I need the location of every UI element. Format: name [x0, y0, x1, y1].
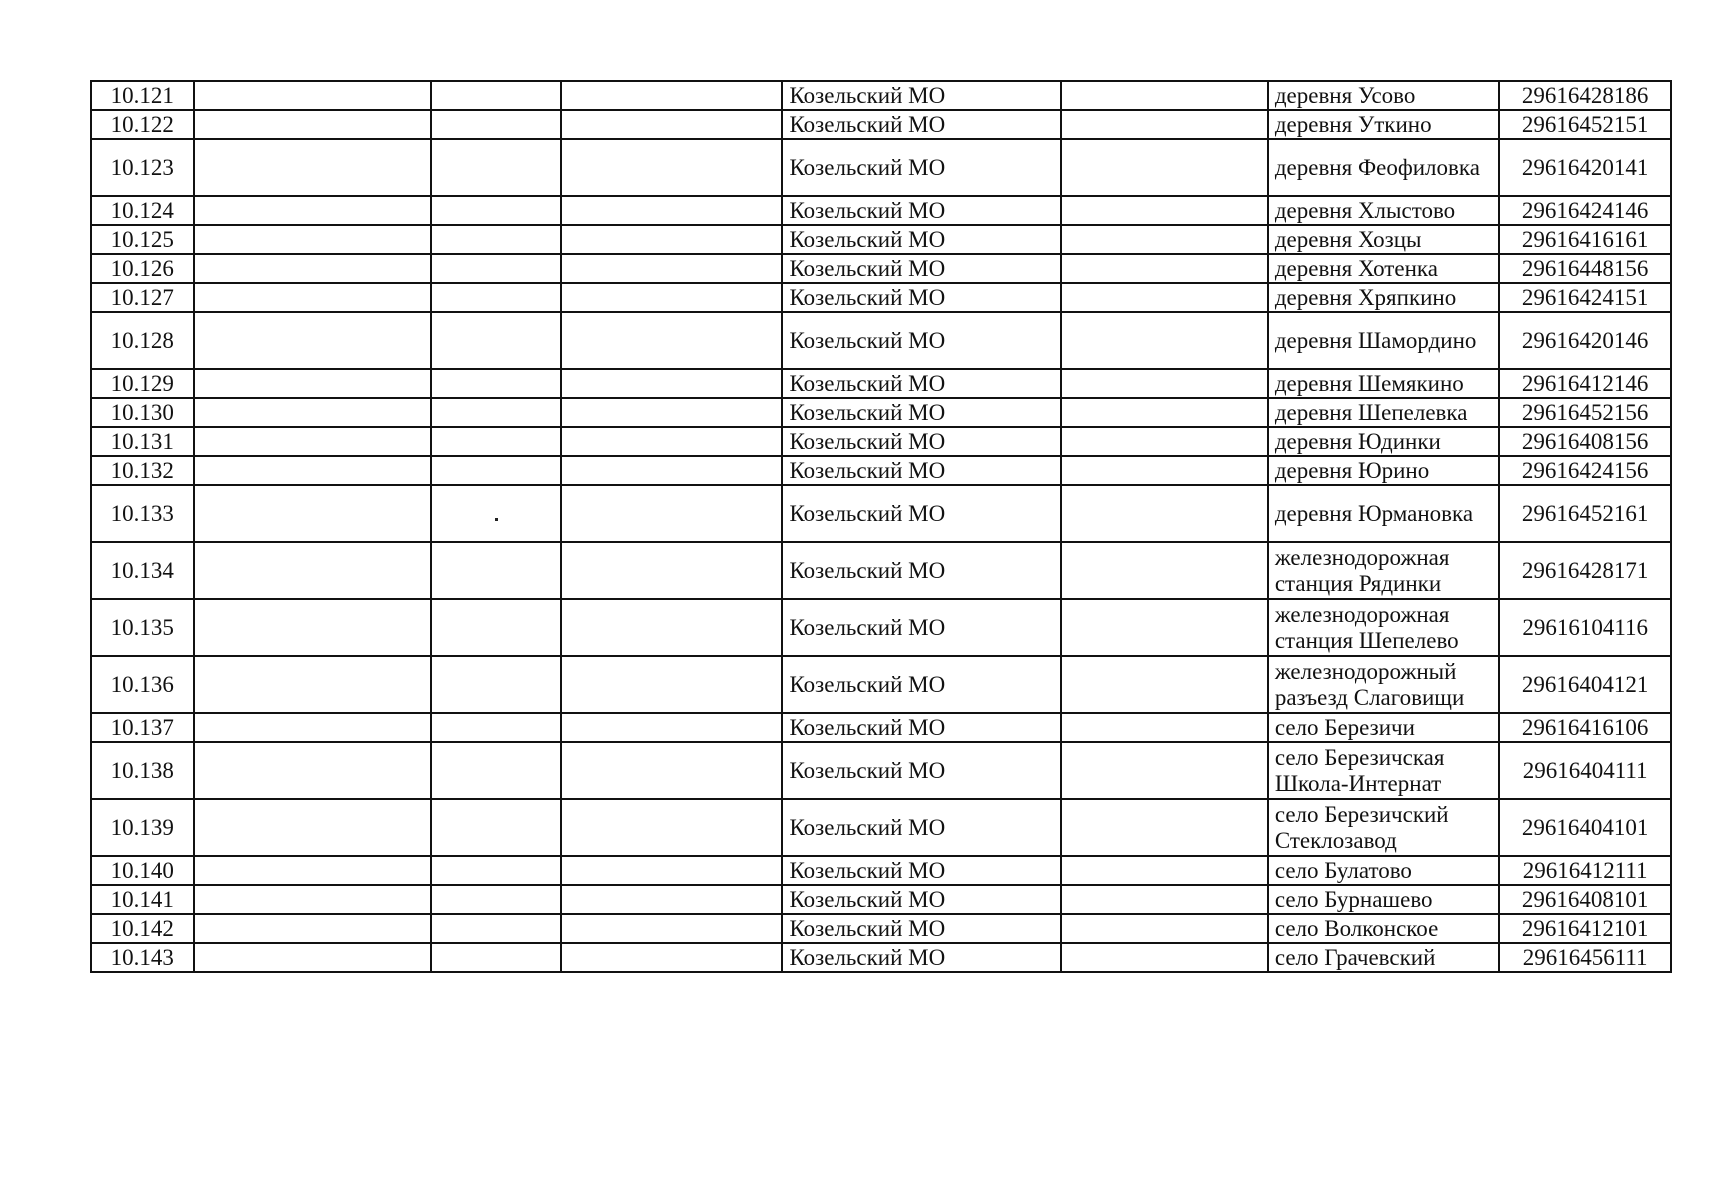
- empty-cell: [194, 369, 432, 398]
- empty-cell: [194, 110, 432, 139]
- municipality-cell: Козельский МО: [782, 427, 1060, 456]
- empty-cell: [561, 225, 782, 254]
- row-number-cell: 10.131: [91, 427, 194, 456]
- table-row: [91, 485, 1671, 542]
- settlement-name-cell: село Волконское: [1268, 914, 1500, 943]
- table-row: [91, 713, 1671, 742]
- empty-cell: [561, 885, 782, 914]
- settlement-name-cell: деревня Юрино: [1268, 456, 1500, 485]
- empty-cell: [1061, 599, 1268, 656]
- table-row: [91, 81, 1671, 110]
- empty-cell: [561, 139, 782, 196]
- empty-cell: [431, 456, 561, 485]
- municipality-cell: Козельский МО: [782, 914, 1060, 943]
- empty-cell: [194, 456, 432, 485]
- empty-cell: [194, 139, 432, 196]
- row-number-cell: 10.140: [91, 856, 194, 885]
- empty-cell: [1061, 369, 1268, 398]
- empty-cell: [561, 254, 782, 283]
- table-row: [91, 885, 1671, 914]
- empty-cell: [561, 943, 782, 972]
- settlement-name-cell: село Березичская Школа-Интернат: [1268, 742, 1500, 799]
- settlement-name-cell: село Грачевский: [1268, 943, 1500, 972]
- settlement-name-cell: село Булатово: [1268, 856, 1500, 885]
- empty-cell: [1061, 713, 1268, 742]
- table-row: [91, 542, 1671, 599]
- empty-cell: [431, 398, 561, 427]
- empty-cell: [194, 81, 432, 110]
- settlement-name-cell: деревня Феофиловка: [1268, 139, 1500, 196]
- empty-cell: [431, 485, 561, 542]
- empty-cell: [194, 856, 432, 885]
- empty-cell: [194, 742, 432, 799]
- table-row: [91, 254, 1671, 283]
- table-body: [91, 81, 1671, 972]
- empty-cell: [1061, 312, 1268, 369]
- settlement-name-cell: железнодорожный разъезд Слаговищи: [1268, 656, 1500, 713]
- municipality-cell: Козельский МО: [782, 196, 1060, 225]
- oktmo-code-cell: 29616412146: [1499, 369, 1671, 398]
- oktmo-code-cell: 29616420146: [1499, 312, 1671, 369]
- empty-cell: [561, 914, 782, 943]
- municipality-cell: Козельский МО: [782, 599, 1060, 656]
- table-row: [91, 456, 1671, 485]
- table-row: [91, 914, 1671, 943]
- empty-cell: [561, 110, 782, 139]
- settlement-name-cell: деревня Хотенка: [1268, 254, 1500, 283]
- empty-cell: [431, 110, 561, 139]
- empty-cell: [561, 713, 782, 742]
- table-row: [91, 225, 1671, 254]
- empty-cell: [194, 283, 432, 312]
- empty-cell: [561, 312, 782, 369]
- empty-cell: [1061, 398, 1268, 427]
- empty-cell: [1061, 110, 1268, 139]
- municipality-cell: Козельский МО: [782, 542, 1060, 599]
- empty-cell: [561, 856, 782, 885]
- oktmo-code-cell: 29616428186: [1499, 81, 1671, 110]
- row-number-cell: 10.123: [91, 139, 194, 196]
- empty-cell: [431, 742, 561, 799]
- empty-cell: [1061, 225, 1268, 254]
- empty-cell: [1061, 485, 1268, 542]
- table-row: [91, 599, 1671, 656]
- row-number-cell: 10.129: [91, 369, 194, 398]
- municipality-cell: Козельский МО: [782, 456, 1060, 485]
- oktmo-code-cell: 29616404121: [1499, 656, 1671, 713]
- oktmo-code-cell: 29616412101: [1499, 914, 1671, 943]
- empty-cell: [1061, 139, 1268, 196]
- settlement-name-cell: деревня Шамордино: [1268, 312, 1500, 369]
- row-number-cell: 10.135: [91, 599, 194, 656]
- empty-cell: [194, 656, 432, 713]
- empty-cell: [431, 283, 561, 312]
- table-row: [91, 742, 1671, 799]
- settlement-name-cell: железнодорожная станция Шепелево: [1268, 599, 1500, 656]
- municipality-cell: Козельский МО: [782, 742, 1060, 799]
- row-number-cell: 10.134: [91, 542, 194, 599]
- oktmo-code-cell: 29616404101: [1499, 799, 1671, 856]
- empty-cell: [194, 885, 432, 914]
- row-number-cell: 10.126: [91, 254, 194, 283]
- settlements-table: [90, 80, 1672, 973]
- row-number-cell: 10.122: [91, 110, 194, 139]
- row-number-cell: 10.128: [91, 312, 194, 369]
- empty-cell: [431, 943, 561, 972]
- oktmo-code-cell: 29616448156: [1499, 254, 1671, 283]
- row-number-cell: 10.141: [91, 885, 194, 914]
- row-number-cell: 10.139: [91, 799, 194, 856]
- empty-cell: [431, 139, 561, 196]
- empty-cell: [194, 225, 432, 254]
- row-number-cell: 10.133: [91, 485, 194, 542]
- oktmo-code-cell: 29616424146: [1499, 196, 1671, 225]
- municipality-cell: Козельский МО: [782, 943, 1060, 972]
- empty-cell: [431, 713, 561, 742]
- table-row: [91, 943, 1671, 972]
- row-number-cell: 10.132: [91, 456, 194, 485]
- empty-cell: [431, 656, 561, 713]
- municipality-cell: Козельский МО: [782, 885, 1060, 914]
- empty-cell: [431, 369, 561, 398]
- table-row: [91, 110, 1671, 139]
- empty-cell: [1061, 885, 1268, 914]
- municipality-cell: Козельский МО: [782, 856, 1060, 885]
- oktmo-code-cell: 29616452156: [1499, 398, 1671, 427]
- municipality-cell: Козельский МО: [782, 799, 1060, 856]
- empty-cell: [1061, 799, 1268, 856]
- settlement-name-cell: село Березичский Стеклозавод: [1268, 799, 1500, 856]
- empty-cell: [561, 599, 782, 656]
- row-number-cell: 10.138: [91, 742, 194, 799]
- oktmo-code-cell: 29616408156: [1499, 427, 1671, 456]
- municipality-cell: Козельский МО: [782, 225, 1060, 254]
- empty-cell: [431, 312, 561, 369]
- empty-cell: [561, 196, 782, 225]
- settlement-name-cell: деревня Шемякино: [1268, 369, 1500, 398]
- municipality-cell: Козельский МО: [782, 283, 1060, 312]
- empty-cell: [1061, 427, 1268, 456]
- oktmo-code-cell: 29616420141: [1499, 139, 1671, 196]
- oktmo-code-cell: 29616456111: [1499, 943, 1671, 972]
- table-row: [91, 398, 1671, 427]
- empty-cell: [194, 799, 432, 856]
- settlement-name-cell: деревня Усово: [1268, 81, 1500, 110]
- oktmo-code-cell: 29616416161: [1499, 225, 1671, 254]
- empty-cell: [431, 885, 561, 914]
- table-row: [91, 369, 1671, 398]
- empty-cell: [194, 254, 432, 283]
- speck-mark: [495, 518, 498, 521]
- table-row: [91, 856, 1671, 885]
- empty-cell: [1061, 943, 1268, 972]
- empty-cell: [561, 283, 782, 312]
- empty-cell: [194, 427, 432, 456]
- empty-cell: [194, 599, 432, 656]
- municipality-cell: Козельский МО: [782, 254, 1060, 283]
- municipality-cell: Козельский МО: [782, 312, 1060, 369]
- row-number-cell: 10.121: [91, 81, 194, 110]
- settlement-name-cell: деревня Юдинки: [1268, 427, 1500, 456]
- empty-cell: [561, 656, 782, 713]
- empty-cell: [1061, 81, 1268, 110]
- empty-cell: [561, 81, 782, 110]
- municipality-cell: Козельский МО: [782, 398, 1060, 427]
- empty-cell: [561, 742, 782, 799]
- empty-cell: [1061, 856, 1268, 885]
- table-row: [91, 656, 1671, 713]
- empty-cell: [1061, 742, 1268, 799]
- oktmo-code-cell: 29616428171: [1499, 542, 1671, 599]
- row-number-cell: 10.136: [91, 656, 194, 713]
- table-row: [91, 196, 1671, 225]
- row-number-cell: 10.142: [91, 914, 194, 943]
- oktmo-code-cell: 29616408101: [1499, 885, 1671, 914]
- empty-cell: [431, 542, 561, 599]
- settlement-name-cell: деревня Хозцы: [1268, 225, 1500, 254]
- empty-cell: [561, 427, 782, 456]
- empty-cell: [431, 196, 561, 225]
- empty-cell: [1061, 456, 1268, 485]
- empty-cell: [1061, 196, 1268, 225]
- empty-cell: [431, 799, 561, 856]
- municipality-cell: Козельский МО: [782, 656, 1060, 713]
- empty-cell: [561, 398, 782, 427]
- table-row: [91, 139, 1671, 196]
- settlement-name-cell: деревня Хряпкино: [1268, 283, 1500, 312]
- settlement-name-cell: деревня Юрмановка: [1268, 485, 1500, 542]
- row-number-cell: 10.143: [91, 943, 194, 972]
- settlement-name-cell: деревня Хлыстово: [1268, 196, 1500, 225]
- municipality-cell: Козельский МО: [782, 81, 1060, 110]
- empty-cell: [1061, 254, 1268, 283]
- empty-cell: [194, 943, 432, 972]
- oktmo-code-cell: 29616452151: [1499, 110, 1671, 139]
- oktmo-code-cell: 29616424156: [1499, 456, 1671, 485]
- empty-cell: [194, 542, 432, 599]
- empty-cell: [194, 713, 432, 742]
- oktmo-code-cell: 29616424151: [1499, 283, 1671, 312]
- settlement-name-cell: село Березичи: [1268, 713, 1500, 742]
- empty-cell: [194, 485, 432, 542]
- row-number-cell: 10.127: [91, 283, 194, 312]
- municipality-cell: Козельский МО: [782, 713, 1060, 742]
- empty-cell: [431, 914, 561, 943]
- empty-cell: [431, 427, 561, 456]
- empty-cell: [194, 196, 432, 225]
- empty-cell: [561, 542, 782, 599]
- oktmo-code-cell: 29616416106: [1499, 713, 1671, 742]
- empty-cell: [431, 225, 561, 254]
- empty-cell: [561, 369, 782, 398]
- oktmo-code-cell: 29616452161: [1499, 485, 1671, 542]
- empty-cell: [431, 81, 561, 110]
- empty-cell: [194, 312, 432, 369]
- settlement-name-cell: село Бурнашево: [1268, 885, 1500, 914]
- settlement-name-cell: деревня Уткино: [1268, 110, 1500, 139]
- empty-cell: [561, 485, 782, 542]
- empty-cell: [1061, 542, 1268, 599]
- table-row: [91, 427, 1671, 456]
- row-number-cell: 10.137: [91, 713, 194, 742]
- row-number-cell: 10.125: [91, 225, 194, 254]
- oktmo-code-cell: 29616404111: [1499, 742, 1671, 799]
- empty-cell: [1061, 914, 1268, 943]
- empty-cell: [194, 914, 432, 943]
- empty-cell: [1061, 656, 1268, 713]
- empty-cell: [431, 599, 561, 656]
- settlement-name-cell: железнодорожная станция Рядинки: [1268, 542, 1500, 599]
- empty-cell: [561, 456, 782, 485]
- empty-cell: [1061, 283, 1268, 312]
- empty-cell: [194, 398, 432, 427]
- oktmo-code-cell: 29616412111: [1499, 856, 1671, 885]
- empty-cell: [431, 856, 561, 885]
- municipality-cell: Козельский МО: [782, 139, 1060, 196]
- empty-cell: [431, 254, 561, 283]
- table-row: [91, 283, 1671, 312]
- row-number-cell: 10.124: [91, 196, 194, 225]
- table-row: [91, 799, 1671, 856]
- oktmo-code-cell: 29616104116: [1499, 599, 1671, 656]
- empty-cell: [561, 799, 782, 856]
- municipality-cell: Козельский МО: [782, 110, 1060, 139]
- settlement-name-cell: деревня Шепелевка: [1268, 398, 1500, 427]
- table-row: [91, 312, 1671, 369]
- row-number-cell: 10.130: [91, 398, 194, 427]
- municipality-cell: Козельский МО: [782, 369, 1060, 398]
- municipality-cell: Козельский МО: [782, 485, 1060, 542]
